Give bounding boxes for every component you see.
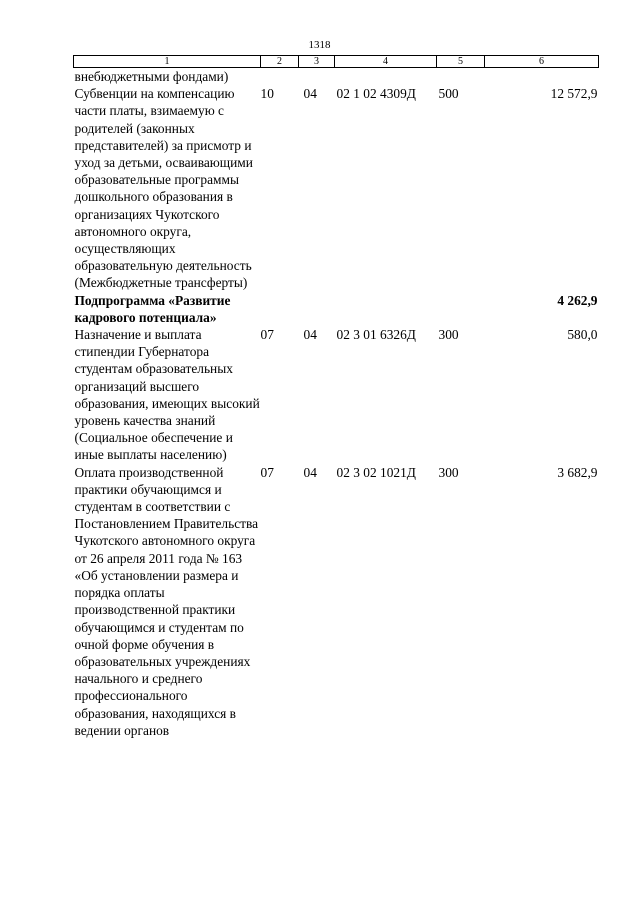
row-col5: 300 — [438, 464, 459, 480]
row-col2 — [261, 68, 299, 86]
row-amount: 12 572,9 — [550, 86, 598, 102]
row-name: Назначение и выплата стипендии Губернатора студентам образовательных организаций высшего образования, имеющих высокий уровень качества знаний (Социальное обеспечение и иные выплаты населению) — [74, 327, 260, 463]
row-col4: 02 1 02 4309Д — [336, 86, 416, 102]
budget-table — [73, 55, 599, 739]
row-col3 — [299, 292, 335, 326]
header-col-4: 4 — [335, 56, 437, 68]
row-amount: 3 682,9 — [557, 464, 598, 480]
row-amount — [485, 68, 599, 86]
header-col-3: 3 — [299, 56, 335, 68]
row-col2 — [261, 292, 299, 326]
header-col-5: 5 — [437, 56, 485, 68]
header-col-1: 1 — [74, 56, 261, 68]
row-amount: 4 262,9 — [557, 292, 598, 308]
table-row — [74, 85, 599, 291]
row-col5 — [437, 292, 485, 326]
row-amount: 580,0 — [567, 327, 598, 343]
header-col-2: 2 — [261, 56, 299, 68]
row-name: внебюджетными фондами) — [74, 69, 229, 84]
table-row-subprogram — [74, 292, 599, 326]
row-col3: 04 — [303, 86, 317, 102]
row-name: Оплата производственной практики обучающимся и студентам в соответствии с Постановлением Правительства Чукотского автономного округа от 26 апреля 2011 года № 163 «Об установлении размера и порядка оплаты производственной практики обучающимся и студентам по очной форме обучения в образовательных учреждениях начального и среднего профессионального образования, находящихся в ведении органов — [74, 464, 259, 738]
table-row — [74, 464, 599, 739]
row-col5: 300 — [438, 327, 459, 343]
page-number: 1318 — [308, 39, 331, 51]
row-name: Субвенции на компенсацию части платы, взимаемую с родителей (законных представителей) за присмотр и уход за детьми, осваивающими образовательные программы дошкольного образования в организациях Чукотского автономного округа, осуществляющих образовательную деятельность (Межбюджетные трансферты) — [74, 86, 253, 291]
row-col2: 10 — [260, 86, 274, 102]
table-row — [74, 68, 599, 86]
row-col4: 02 3 02 1021Д — [336, 464, 416, 480]
row-col3: 04 — [303, 327, 317, 343]
row-col4 — [335, 292, 437, 326]
row-col4: 02 3 01 6326Д — [336, 327, 416, 343]
row-col5 — [437, 68, 485, 86]
row-col3: 04 — [303, 464, 317, 480]
table-header — [74, 56, 599, 68]
table-row — [74, 326, 599, 464]
row-col2: 07 — [260, 464, 274, 480]
row-col4 — [335, 68, 437, 86]
header-col-6: 6 — [485, 56, 599, 68]
row-col5: 500 — [438, 86, 459, 102]
row-col3 — [299, 68, 335, 86]
row-col2: 07 — [260, 327, 274, 343]
row-name: Подпрограмма «Развитие кадрового потенциала» — [74, 292, 231, 325]
